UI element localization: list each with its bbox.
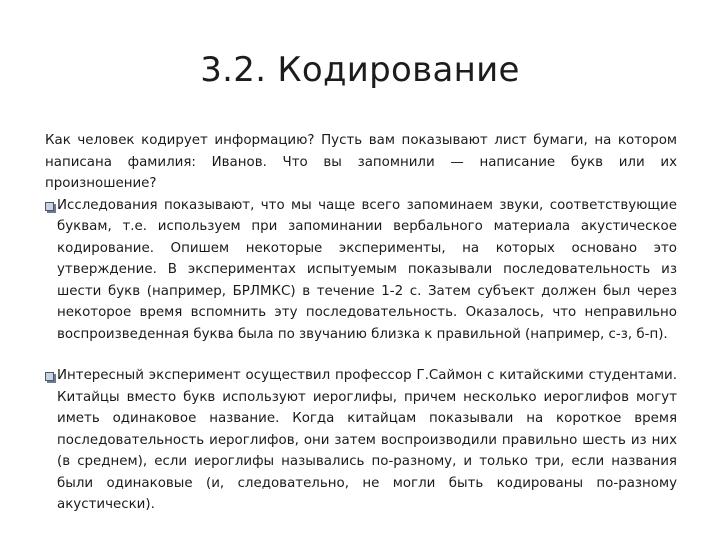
square-bullet-icon <box>45 372 54 381</box>
bullet-item <box>45 195 677 346</box>
slide-content <box>45 130 677 516</box>
slide-title: 3.2. Кодирование <box>200 50 520 90</box>
intro-paragraph: Как человек кодирует информацию? Пусть вам показывают лист бумаги, на котором написана фамилия: Иванов. Что вы запомнили — написание букв или их произношение? <box>45 133 677 191</box>
bullet-item <box>45 365 677 516</box>
bullet-text: Интересный эксперимент осуществил профессор Г.Саймон с китайскими студентами. Китайцы вместо букв используют иероглифы, причем несколько иероглифов могут иметь одинаковое название. Когда китайцам показывали на короткое время последовательность иероглифов, они затем воспроизводили правильно шесть из них (в среднем), если иероглифы назывались по-разному, и только три, если названия были одинаковые (и, следовательно, не могли быть кодированы по-разному акустически). <box>57 368 677 512</box>
bullet-text: Исследования показывают, что мы чаще всего запоминаем звуки, соответствующие буквам, т.е. используем при запоминании вербального материала акустическое кодирование. Опишем некоторые эксперименты, на которых основано это утверждение. В экспериментах испытуемым показывали последовательность из шести букв (например, БРЛМКС) в течение 1-2 с. Затем субъект должен был через некоторое время вспомнить эту последовательность. Оказалось, что неправильно воспроизведенная буква была по звучанию близка к правильной (например, с-з, б-п). <box>57 197 677 342</box>
square-bullet-icon <box>45 202 54 211</box>
